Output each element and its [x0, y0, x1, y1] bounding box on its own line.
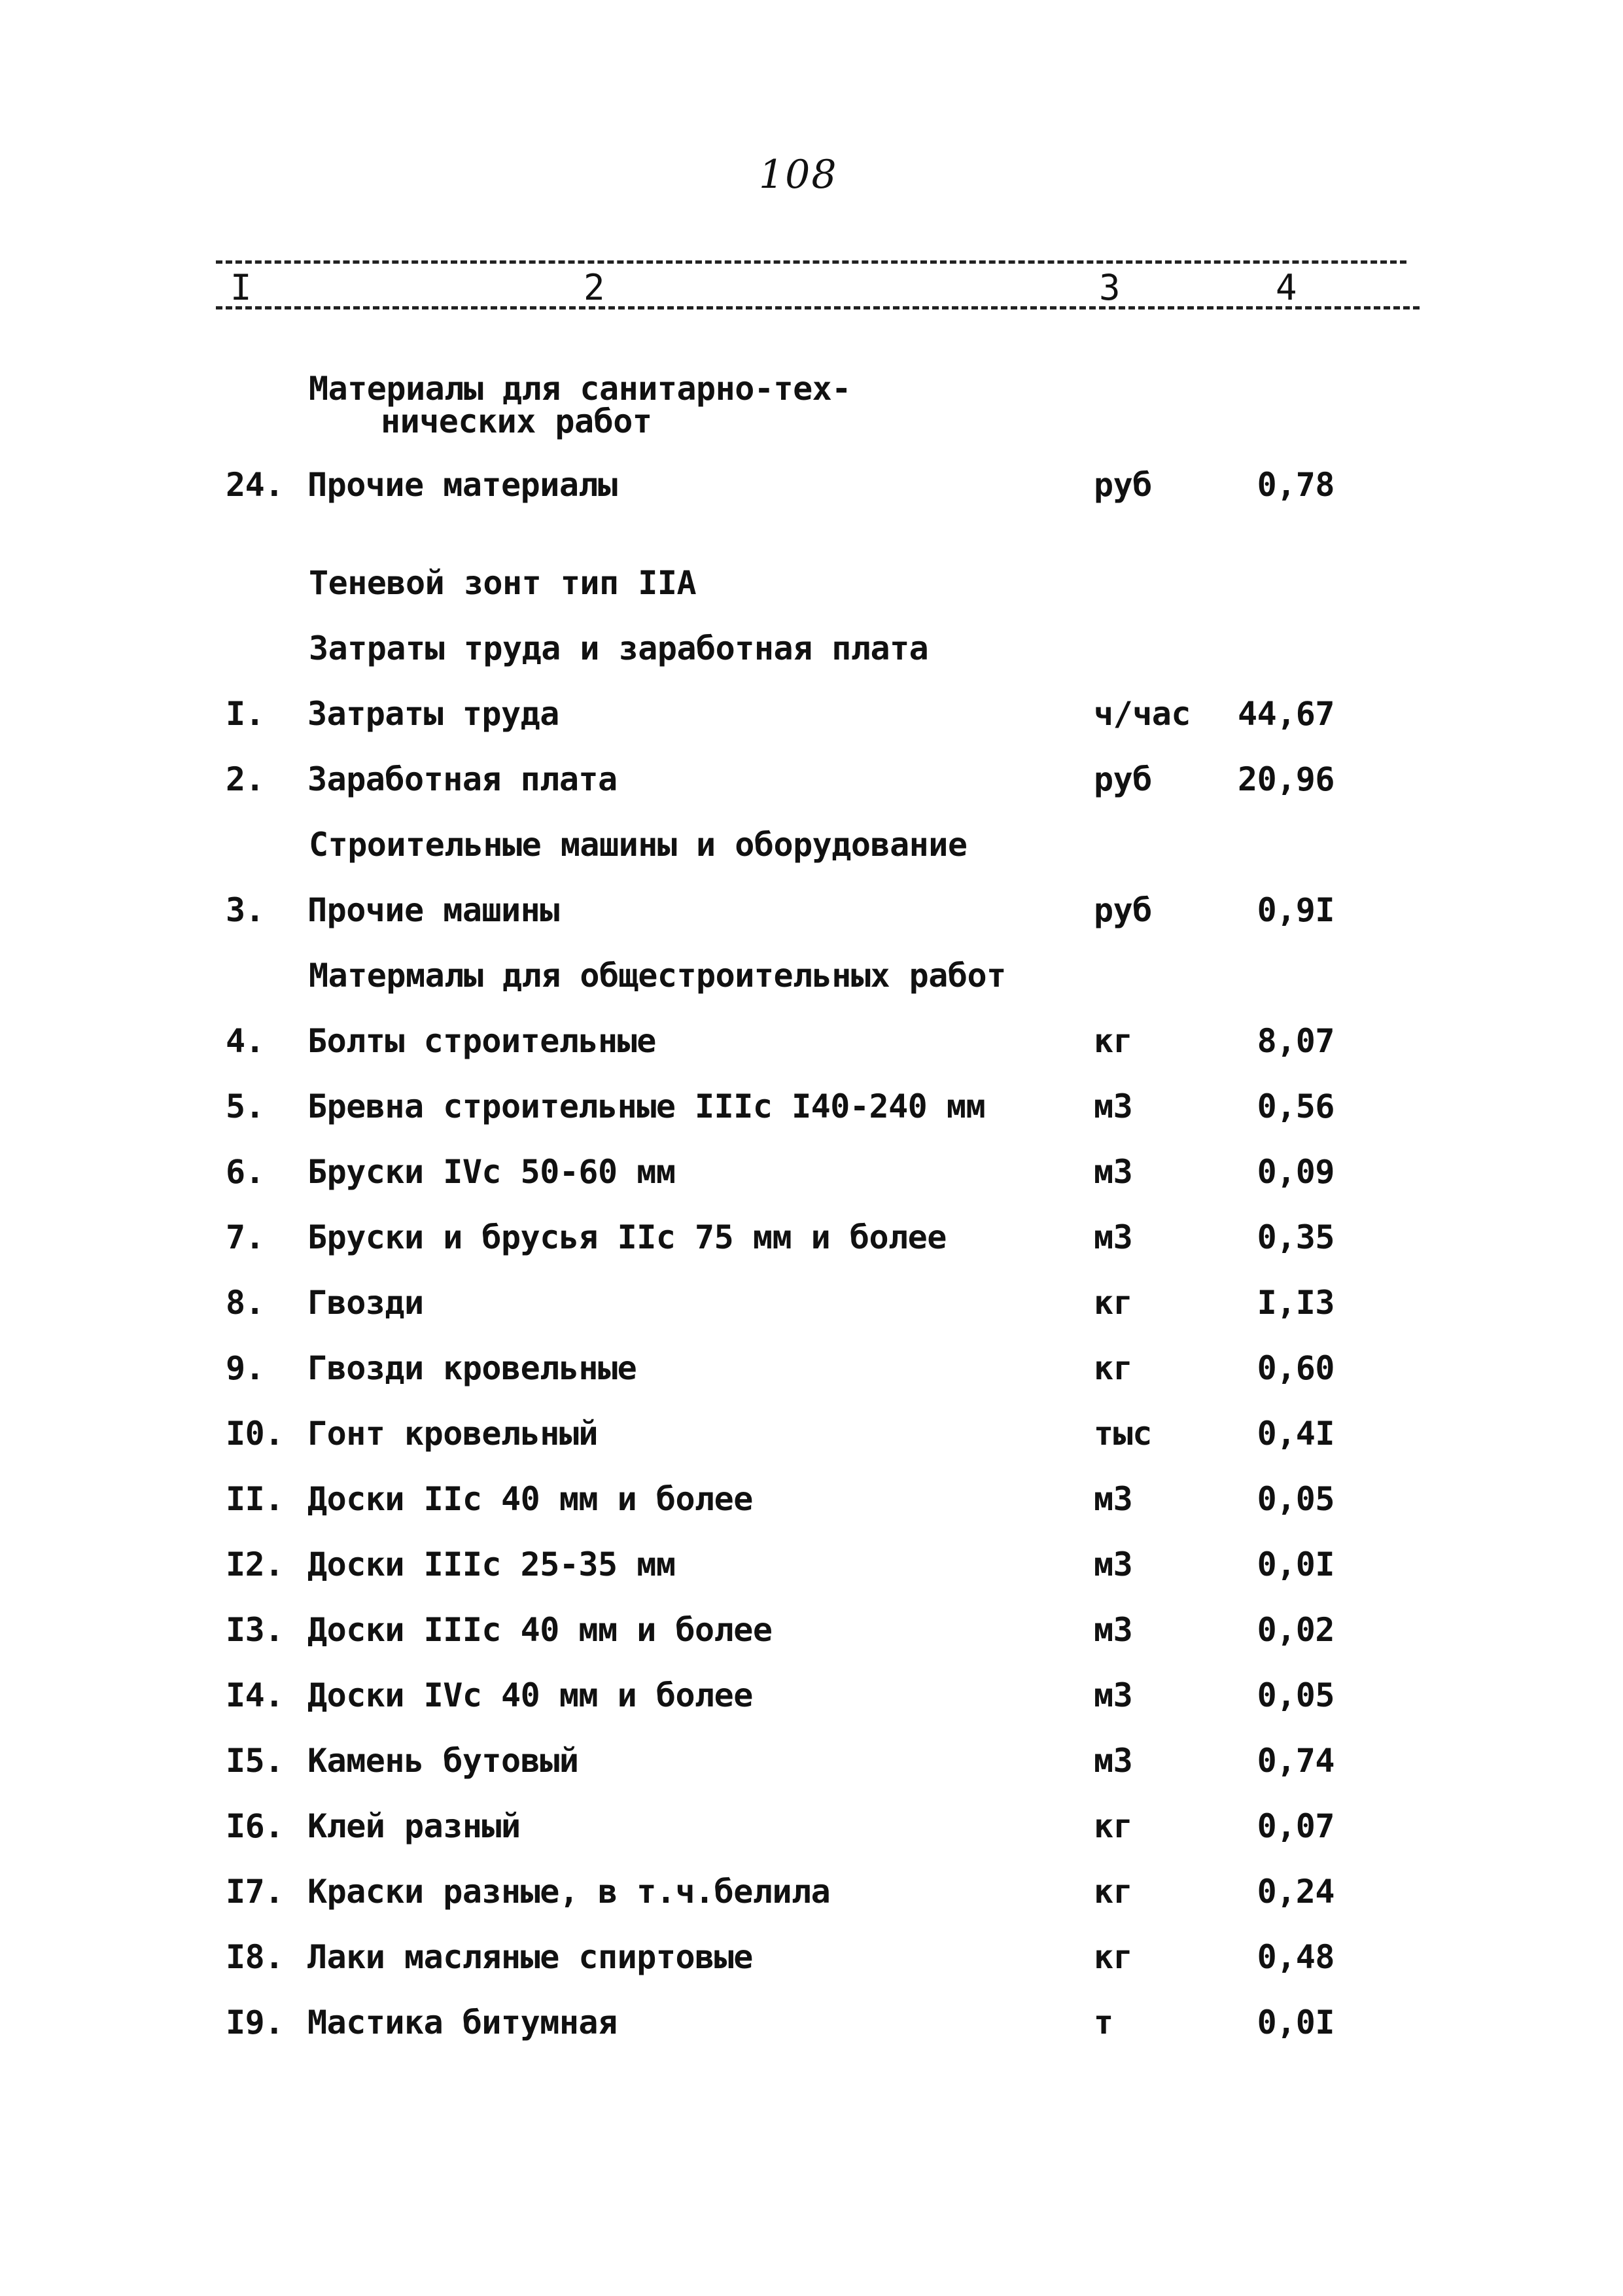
row-name: Клей разный [307, 1807, 521, 1845]
row-value: 0,48 [1257, 1938, 1335, 1976]
row-name: Доски IIIс 25-35 мм [307, 1545, 676, 1583]
row-unit: м3 [1094, 1611, 1133, 1649]
row-unit: руб [1094, 891, 1152, 929]
column-header-3: 3 [1099, 267, 1121, 308]
column-header-2: 2 [584, 267, 605, 308]
row-value: 0,02 [1257, 1611, 1335, 1649]
row-name: Мастика битумная [307, 2004, 618, 2041]
row-number: I3. [226, 1611, 284, 1649]
row-number: I9. [226, 2004, 284, 2041]
row-unit: кг [1094, 1938, 1133, 1976]
row-value: 0,0I [1257, 2004, 1335, 2041]
row-name: Краски разные, в т.ч.белила [307, 1873, 831, 1911]
row-unit: м3 [1094, 1545, 1133, 1583]
row-name: Лаки масляные спиртовые [307, 1938, 753, 1976]
row-value: 0,35 [1257, 1218, 1335, 1256]
row-value: 0,56 [1257, 1087, 1335, 1125]
row-value: 8,07 [1257, 1022, 1335, 1060]
row-unit: кг [1094, 1022, 1133, 1060]
row-number: I0. [226, 1415, 284, 1453]
row-name: Гвозди кровельные [307, 1349, 637, 1387]
row-number: I5. [226, 1742, 284, 1780]
row-unit: кг [1094, 1284, 1133, 1322]
column-header-4: 4 [1276, 267, 1297, 308]
row-value: 0,78 [1257, 466, 1335, 504]
row-name: Заработная плата [307, 760, 618, 798]
row-value: 44,67 [1237, 695, 1335, 733]
row-number: 8. [226, 1284, 265, 1322]
row-number: I7. [226, 1873, 284, 1911]
row-name: Прочие материалы [307, 466, 618, 504]
row-number: 6. [226, 1153, 265, 1191]
section-heading-machines: Строительные машины и оборудование [309, 826, 968, 864]
table-top-rule [216, 260, 1406, 264]
row-name: Доски IVс 40 мм и более [307, 1676, 753, 1714]
row-name: Болты строительные [307, 1022, 656, 1060]
row-unit: м3 [1094, 1218, 1133, 1256]
section-heading-shade: Теневой зонт тип IIА [309, 564, 697, 602]
row-name: Доски IIс 40 мм и более [307, 1480, 753, 1518]
row-number: I6. [226, 1807, 284, 1845]
row-number: 4. [226, 1022, 265, 1060]
page-number: 108 [759, 152, 838, 198]
row-value: 0,74 [1257, 1742, 1335, 1780]
row-unit: м3 [1094, 1480, 1133, 1518]
row-unit: руб [1094, 760, 1152, 798]
row-unit: кг [1094, 1807, 1133, 1845]
row-unit: м3 [1094, 1087, 1133, 1125]
row-value: 0,4I [1257, 1415, 1335, 1453]
row-name: Гвозди [307, 1284, 424, 1322]
row-value: 0,24 [1257, 1873, 1335, 1911]
row-number: I. [226, 695, 265, 733]
row-value: 0,05 [1257, 1480, 1335, 1518]
row-name: Гонт кровельный [307, 1415, 599, 1453]
row-number: I2. [226, 1545, 284, 1583]
section-heading-labor: Затраты труда и заработная плата [309, 629, 929, 667]
row-unit: руб [1094, 466, 1152, 504]
row-number: 3. [226, 891, 265, 929]
table-header-rule [216, 306, 1420, 309]
row-unit: м3 [1094, 1676, 1133, 1714]
row-unit: кг [1094, 1349, 1133, 1387]
section-heading-general-materials: Матермалы для общестроительных работ [309, 957, 1006, 995]
row-value: 0,07 [1257, 1807, 1335, 1845]
row-number: 24. [226, 466, 284, 504]
row-value: 0,05 [1257, 1676, 1335, 1714]
row-number: 2. [226, 760, 265, 798]
row-name: Бруски IVс 50-60 мм [307, 1153, 676, 1191]
row-number: 7. [226, 1218, 265, 1256]
row-unit: м3 [1094, 1153, 1133, 1191]
column-header-1: I [230, 267, 252, 308]
section-heading-sanitary-cont: нических работ [381, 402, 652, 440]
row-value: 0,60 [1257, 1349, 1335, 1387]
row-name: Затраты труда [307, 695, 559, 733]
row-name: Бревна строительные IIIс I40-240 мм [307, 1087, 986, 1125]
row-name: Камень бутовый [307, 1742, 579, 1780]
row-unit: м3 [1094, 1742, 1133, 1780]
row-value: 0,9I [1257, 891, 1335, 929]
row-number: 5. [226, 1087, 265, 1125]
row-unit: т [1094, 2004, 1113, 2041]
section-heading-sanitary: Материалы для санитарно-тех- [309, 370, 851, 408]
row-unit: кг [1094, 1873, 1133, 1911]
row-number: I4. [226, 1676, 284, 1714]
row-number: II. [226, 1480, 284, 1518]
row-unit: ч/час [1094, 695, 1191, 733]
row-unit: тыс [1094, 1415, 1152, 1453]
row-value: 0,09 [1257, 1153, 1335, 1191]
row-value: I,I3 [1257, 1284, 1335, 1322]
row-number: 9. [226, 1349, 265, 1387]
row-value: 20,96 [1237, 760, 1335, 798]
row-name: Доски IIIс 40 мм и более [307, 1611, 773, 1649]
row-name: Прочие машины [307, 891, 559, 929]
row-name: Бруски и брусья IIс 75 мм и более [307, 1218, 947, 1256]
row-value: 0,0I [1257, 1545, 1335, 1583]
row-number: I8. [226, 1938, 284, 1976]
